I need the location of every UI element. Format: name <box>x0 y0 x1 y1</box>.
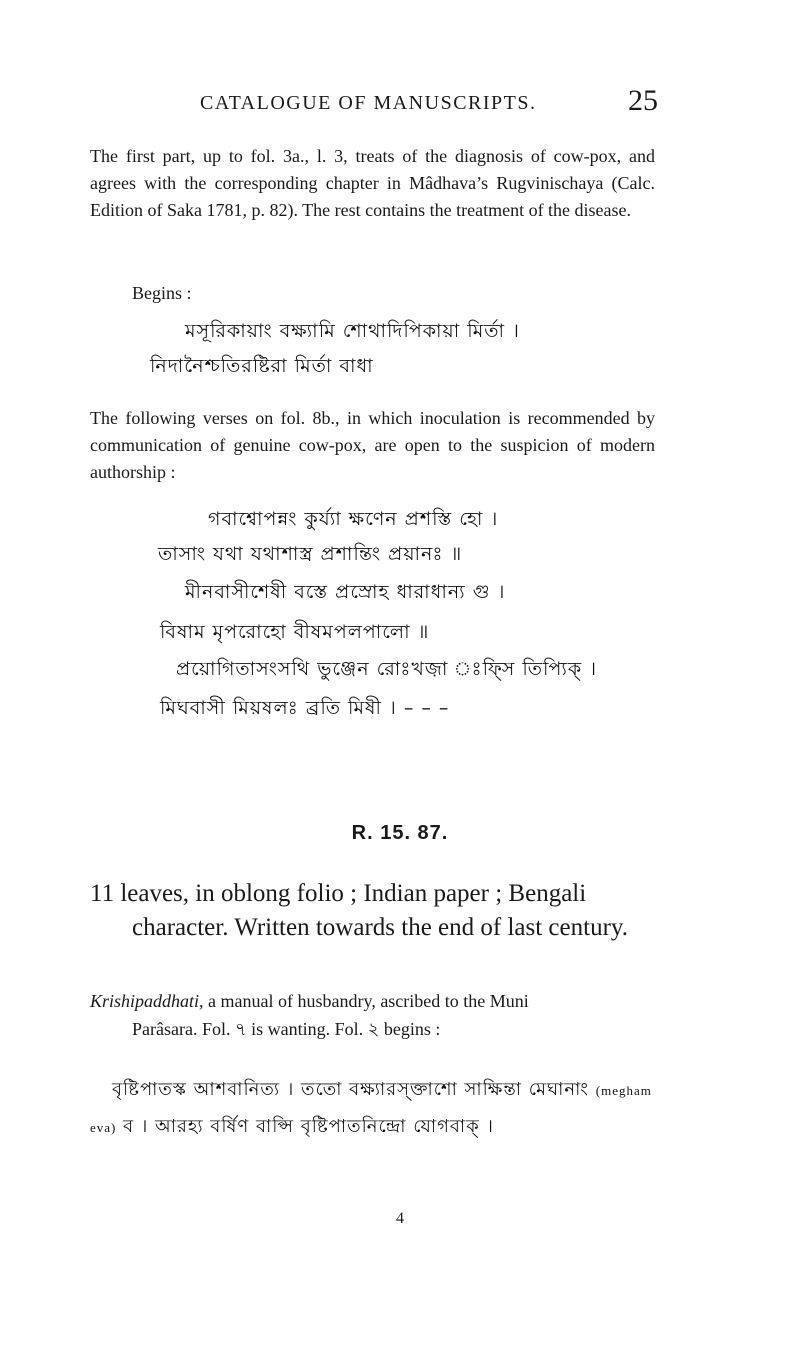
running-head <box>200 84 658 117</box>
page-number: 25 <box>628 84 658 117</box>
verse-b-line-4: বিষাম মৃপরোহো বীষমপলপালো ॥ <box>160 621 430 643</box>
verse-c-line-1-text: বৃষ্টিপাতস্ক আশবানিত্য । ততো বক্ষ্যারস্ক্তাশো সাক্ষিন্তা মেঘানাং <box>112 1079 590 1100</box>
work-entry-text-1: a manual of husbandry, ascribed to the Muni <box>203 991 529 1011</box>
verse-b-line-3: মীনবাসীশেষী বস্তে প্রস্রোহ ধারাধান্য গু । <box>185 581 506 603</box>
work-entry-text-2: Parâsara. Fol. ৭ is wanting. Fol. ২ begins : <box>132 1019 441 1039</box>
shelfmark: R. 15. 87. <box>351 822 449 844</box>
verse-c-line-2-text: ব । আরহ্য বৰ্ষিণ বাপ্সি বৃষ্টিপাতনিন্দ্রো যোগবাক্ । <box>123 1116 494 1137</box>
verse-a-line-2: নিদানৈশ্চতিরষ্টিরা মির্তা বাধা <box>150 355 374 377</box>
running-head-title: CATALOGUE OF MANUSCRIPTS. <box>200 92 537 114</box>
verse-c-line-1 <box>112 1075 652 1106</box>
work-title: Krishipaddhati, <box>90 991 204 1011</box>
description-line-1: 11 leaves, in oblong folio ; Indian paper ; Bengali <box>90 880 587 907</box>
verse-b-line-6: মিঘবাসী মিয়ষলঃ ব্রতি মিষী । – – – <box>160 697 450 719</box>
second-paragraph: The following verses on fol. 8b., in which inoculation is recommended by communication of genuine cow-pox, are open to the suspicion of modern authorship : <box>90 408 655 482</box>
signature-mark: 4 <box>396 1210 404 1227</box>
manuscript-description <box>90 877 660 945</box>
verse-b-line-2: তাসাং যথা যথাশাস্ত্র প্রশান্তিং প্রয়ানঃ ॥ <box>158 543 463 565</box>
verse-c-gloss-2: eva) <box>90 1120 117 1135</box>
description-line-2: character. Written towards the end of last century. <box>132 914 629 941</box>
verse-a-line-1: মসূরিকায়াং বক্ষ্যামি শোথাদিপিকায়া মির্তা । <box>185 320 520 342</box>
intro-paragraph: The first part, up to fol. 3a., l. 3, treats of the diagnosis of cow-pox, and agrees with the corresponding chapter in Mâdhava’s Rugvinischaya (Calc. Edition of Saka 1781, p. 82). The rest contains the treatment of the disease. <box>90 146 655 220</box>
work-entry <box>90 987 660 1043</box>
begins-label: Begins : <box>132 283 192 303</box>
verse-c-line-2 <box>90 1112 494 1143</box>
verse-b-line-1: গবাশ্বোপন্নং কুর্য্যা ক্ষণেন প্রশস্তি হো । <box>208 508 499 530</box>
verse-b-line-5: প্রয়োগিতাসংসথি ভুঞ্জেন রোঃখজ়া ঃফ্সি তিপ্যিক্ । <box>176 658 598 680</box>
verse-c-gloss-1: (megham <box>595 1083 652 1098</box>
